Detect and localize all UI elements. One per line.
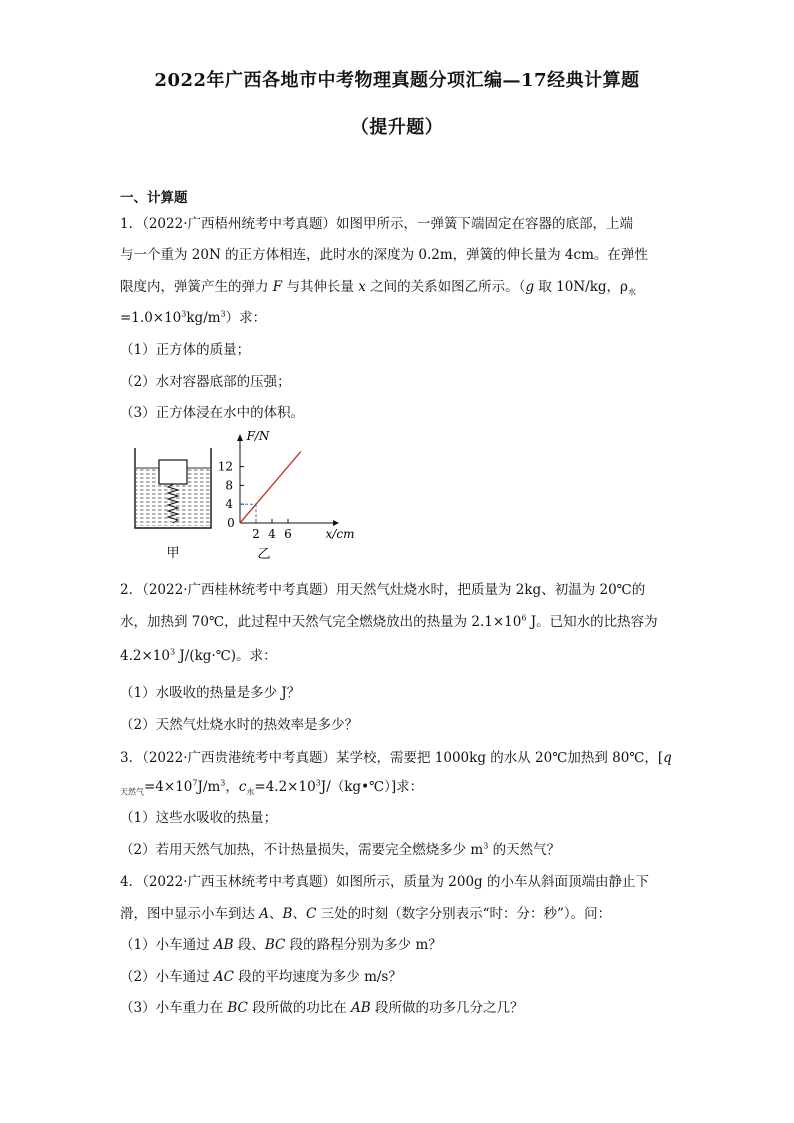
q3-sub-2: （2）若用天然气加热，不计热量损失，需要完全燃烧多少 $m^3$ 的天然气？	[120, 841, 561, 858]
q1-line-3: 限度内，弹簧产生的弹力 F 与其伸长量 x 之间的关系如图乙所示。（g 取 10N/kg，$\rho_水$	[120, 279, 636, 297]
container-figure	[128, 440, 218, 565]
q2-sub-1: （1）水吸收的热量是多少 J？	[120, 685, 301, 701]
q4-sub-3: （3）小车重力在 BC 段所做的功比在 AB 段所做的功多几分之几？	[120, 1000, 524, 1016]
y-tick-label: 4	[225, 497, 233, 512]
series-line	[240, 452, 301, 523]
q4-line-2: 滑，图中显示小车到达 A、B、C 三处的时刻（数字分别表示“时：分：秒”）。问：	[120, 906, 612, 922]
y-tick-label: 8	[225, 478, 233, 493]
q2-sub-2: （2）天然气灶烧水时的热效率是多少？	[120, 717, 359, 733]
q2-line-3: $4.2\times 10^3$ J/(kg·℃)。求：	[120, 647, 277, 664]
q3-line-1: 3．（2022·广西贵港统考中考真题）某学校，需要把 1000kg 的水从 20℃加热到 80℃，[q	[120, 750, 672, 766]
q1-line-2: 与一个重为 20N 的正方体相连，此时水的深度为 0.2m，弹簧的伸长量为 4cm。在弹性	[120, 247, 648, 263]
q1-line-4: $=1.0\times 10^3kg/m^3$）求：	[120, 309, 267, 326]
q1-sub-1: （1）正方体的质量；	[120, 342, 251, 358]
x-tick-label: 2	[252, 527, 260, 541]
q4-line-1: 4．（2022·广西玉林统考中考真题）如图所示，质量为 200g 的小车从斜面顶端由静止下	[120, 874, 649, 890]
x-axis-arrow	[333, 520, 339, 526]
q1-sub-3: （3）正方体浸在水中的体积。	[120, 405, 305, 421]
q1-line-1: 1．（2022·广西梧州统考中考真题）如图甲所示，一弹簧下端固定在容器的底部，上端	[120, 216, 633, 232]
q1-sub-2: （2）水对容器底部的压强；	[120, 374, 291, 390]
title-line-1: 2022年广西各地市中考物理真题分项汇编—17经典计算题	[154, 70, 640, 91]
yi-label: 乙	[257, 547, 271, 562]
y-tick-label: 12	[217, 459, 233, 474]
q2-line-2: 水，加热到 70℃，此过程中天然气完全燃烧放出的热量为 $2.1\times 10^6$ J。已知水的比热容为	[120, 613, 658, 630]
jia-label: 甲	[166, 546, 180, 561]
y-axis-arrow	[237, 434, 243, 441]
origin-label: 0	[227, 516, 235, 530]
q4-sub-2: （2）小车通过 AC 段的平均速度为多少 m/s？	[120, 969, 402, 985]
y-axis-label: F/N	[246, 429, 270, 443]
cube	[159, 460, 187, 484]
section-heading: 一、计算题	[120, 190, 188, 206]
x-tick-label: 4	[268, 527, 276, 541]
x-tick-label: 6	[284, 527, 292, 541]
q4-sub-1: （1）小车通过 AB 段、BC 段的路程分别为多少 m？	[120, 937, 442, 953]
force-extension-chart	[215, 425, 365, 565]
q2-line-1: 2．（2022·广西桂林统考中考真题）用天然气灶烧水时，把质量为 2kg、初温为 20℃的	[120, 582, 646, 598]
q3-sub-1: （1）这些水吸收的热量；	[120, 810, 278, 826]
x-axis-label: x/cm	[325, 527, 355, 541]
title-line-2: （提升题）	[350, 117, 444, 138]
q3-line-2: $_{天然气}=4\times 10^7J/m^3$，$c_水=4.2\times 10^3J/(kg•℃)$]求：	[120, 778, 424, 797]
